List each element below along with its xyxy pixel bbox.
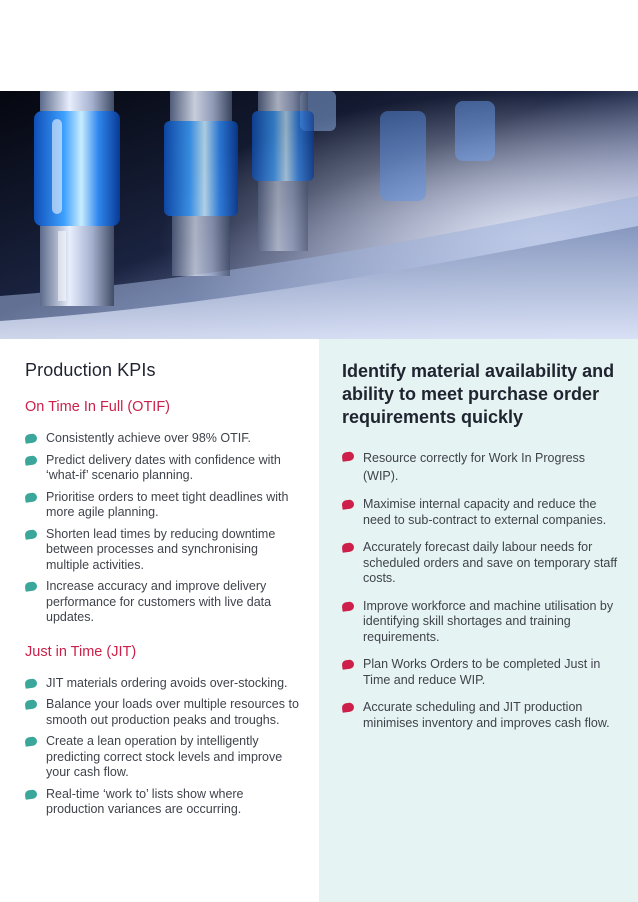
list-item: Accurately forecast daily labour needs for scheduled orders and save on temporary staff costs.: [342, 540, 622, 587]
list-item: Increase accuracy and improve delivery performance for customers with live data updates.: [25, 579, 300, 626]
bullet-icon: [24, 492, 37, 503]
bullet-icon: [341, 542, 354, 553]
bullet-icon: [341, 499, 354, 510]
benefits-list: [342, 449, 622, 731]
list-item: Real-time ‘work to’ lists show where production variances are occurring.: [25, 787, 300, 818]
otif-heading: On Time In Full (OTIF): [25, 399, 171, 415]
production-kpis-title: Production KPIs: [25, 360, 156, 380]
bullet-icon: [341, 451, 354, 462]
bullet-icon: [24, 529, 37, 540]
jit-list: [25, 676, 300, 818]
otif-list: [25, 431, 300, 626]
hero-image: [0, 91, 638, 339]
list-item: Consistently achieve over 98% OTIF.: [25, 431, 300, 447]
list-item: Balance your loads over multiple resources to smooth out production peaks and troughs.: [25, 697, 300, 728]
bullet-icon: [24, 678, 37, 689]
bullet-icon: [24, 699, 37, 710]
list-item: Prioritise orders to meet tight deadlines with more agile planning.: [25, 490, 300, 521]
list-item: Maximise internal capacity and reduce the need to sub-contract to external companies.: [342, 497, 622, 528]
bullet-icon: [24, 736, 37, 747]
left-column: [25, 360, 300, 818]
list-item: Plan Works Orders to be completed Just in Time and reduce WIP.: [342, 657, 622, 688]
bullet-icon: [24, 433, 37, 444]
list-item: Create a lean operation by intelligently predicting correct stock levels and improve your cash flow.: [25, 734, 300, 781]
list-item: Improve workforce and machine utilisation by identifying skill shortages and training requirements.: [342, 599, 622, 646]
list-item: Accurate scheduling and JIT production minimises inventory and improves cash flow.: [342, 700, 622, 731]
material-availability-title: Identify material availability and ability to meet purchase order requirements quickly: [342, 361, 615, 427]
list-item: Shorten lead times by reducing downtime between processes and synchronising multiple activities.: [25, 527, 300, 574]
bullet-icon: [341, 601, 354, 612]
bullet-icon: [24, 581, 37, 592]
bullet-icon: [24, 789, 37, 800]
list-item: Predict delivery dates with confidence with ‘what-if’ scenario planning.: [25, 453, 300, 484]
bullet-icon: [24, 455, 37, 466]
bullet-icon: [341, 702, 354, 713]
right-column: [342, 360, 622, 731]
list-item: JIT materials ordering avoids over-stocking.: [25, 676, 300, 692]
list-item: Resource correctly for Work In Progress (WIP).: [342, 449, 622, 485]
jit-heading: Just in Time (JIT): [25, 643, 137, 660]
bullet-icon: [341, 659, 354, 670]
